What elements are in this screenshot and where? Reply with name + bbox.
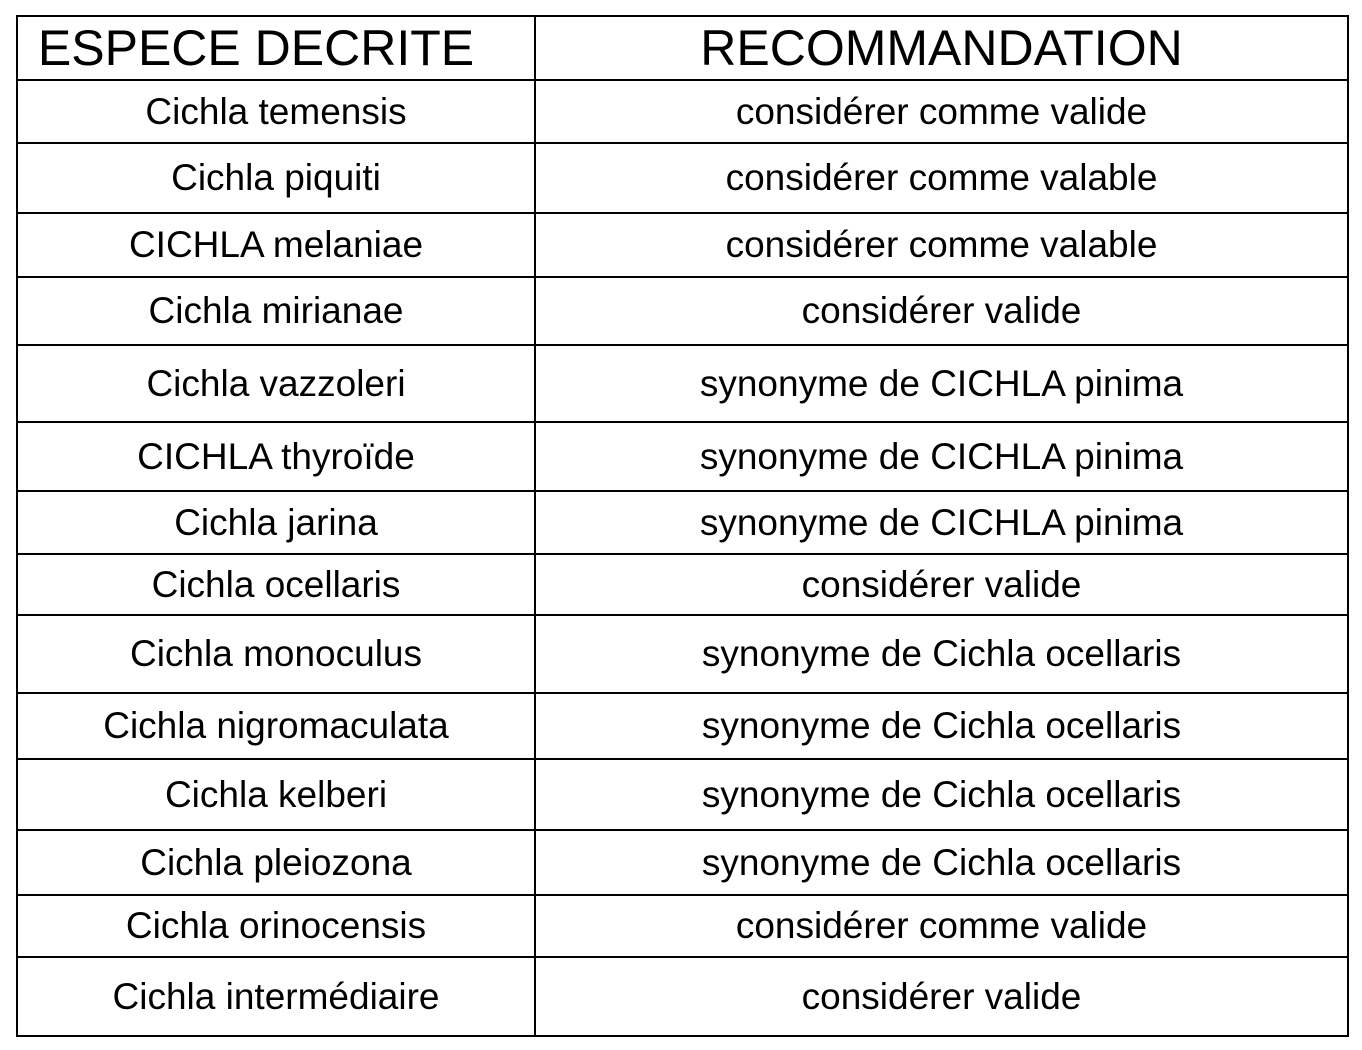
recommendation-cell: considérer comme valide	[535, 895, 1348, 957]
species-cell: Cichla piquiti	[17, 143, 535, 213]
species-cell: Cichla ocellaris	[17, 554, 535, 615]
species-cell: Cichla nigromaculata	[17, 693, 535, 759]
table-row	[17, 213, 1348, 277]
recommendation-cell: synonyme de CICHLA pinima	[535, 345, 1348, 422]
recommendation-cell: considérer valide	[535, 554, 1348, 615]
header-recommendation: RECOMMANDATION	[535, 16, 1348, 80]
table-row	[17, 345, 1348, 422]
recommendation-cell: synonyme de Cichla ocellaris	[535, 830, 1348, 895]
species-cell: Cichla mirianae	[17, 277, 535, 345]
table-row	[17, 615, 1348, 693]
species-cell: Cichla kelberi	[17, 759, 535, 830]
recommendation-cell: considérer comme valable	[535, 213, 1348, 277]
species-cell: Cichla vazzoleri	[17, 345, 535, 422]
recommendation-cell: synonyme de Cichla ocellaris	[535, 615, 1348, 693]
table-row	[17, 895, 1348, 957]
recommendation-cell: considérer comme valable	[535, 143, 1348, 213]
species-cell: Cichla monoculus	[17, 615, 535, 693]
species-cell: Cichla jarina	[17, 491, 535, 554]
species-cell: Cichla pleiozona	[17, 830, 535, 895]
table-row	[17, 491, 1348, 554]
table-row	[17, 554, 1348, 615]
recommendation-cell: synonyme de Cichla ocellaris	[535, 693, 1348, 759]
species-cell: Cichla temensis	[17, 80, 535, 143]
recommendation-cell: synonyme de CICHLA pinima	[535, 491, 1348, 554]
recommendation-cell: synonyme de CICHLA pinima	[535, 422, 1348, 491]
recommendation-cell: considérer valide	[535, 957, 1348, 1036]
species-cell: Cichla intermédiaire	[17, 957, 535, 1036]
recommendation-cell: considérer comme valide	[535, 80, 1348, 143]
table-row	[17, 80, 1348, 143]
species-cell: CICHLA melaniae	[17, 213, 535, 277]
table-row	[17, 693, 1348, 759]
table-row	[17, 830, 1348, 895]
header-species: ESPECE DECRITE	[17, 16, 535, 80]
table-row	[17, 957, 1348, 1036]
table-row	[17, 759, 1348, 830]
recommendation-cell: considérer valide	[535, 277, 1348, 345]
table-row	[17, 143, 1348, 213]
recommendation-cell: synonyme de Cichla ocellaris	[535, 759, 1348, 830]
table-row	[17, 277, 1348, 345]
species-cell: Cichla orinocensis	[17, 895, 535, 957]
table-header-row	[17, 16, 1348, 80]
species-recommendation-table	[16, 15, 1349, 1037]
species-cell: CICHLA thyroïde	[17, 422, 535, 491]
table-row	[17, 422, 1348, 491]
